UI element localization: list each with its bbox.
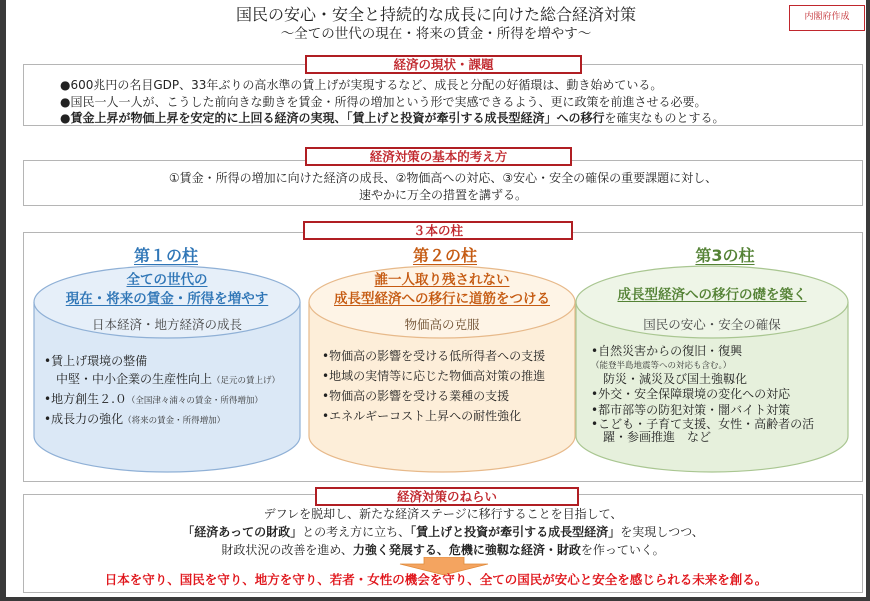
pillar-3-item-1-sub: 防災・減災及び国土強靱化	[591, 371, 748, 386]
status-bullet-3	[60, 110, 725, 127]
page-subtitle: ～全ての世代の現在・将来の賃金・所得を増やす～	[280, 26, 592, 42]
aims-line-3: 財政状況の改善を進め、力強く発展する、危機に強靱な経済・財政を作っていく。	[221, 543, 665, 557]
pillar-3-item-2: •外交・安全保障環境の変化への対応	[591, 387, 791, 401]
page-title: 国民の安心・安全と持続的な成長に向けた総合経済対策	[235, 5, 636, 24]
pillar-2-item-2: •地域の実情等に応じた物価高対策の推進	[322, 369, 546, 383]
current-status-label: 経済の現状・課題	[305, 55, 582, 74]
pillar-1-title-2: 現在・将来の賃金・所得を増やす	[65, 291, 269, 307]
aims-conclusion: 日本を守り、国民を守り、地方を守り、若者・女性の機会を守り、全ての国民が安心と安全を感じられる未来を創る。	[104, 572, 768, 587]
basic-approach-line-2: 速やかに万全の措置を講ずる。	[358, 188, 527, 202]
pillar-2-list	[322, 346, 545, 426]
aims-text	[23, 505, 863, 559]
pillar-2-item-1: •物価高の影響を受ける低所得者への支援	[322, 349, 546, 363]
pillar-3-list	[591, 344, 814, 444]
pillar-2-cylinder	[304, 264, 580, 476]
author-badge: 内閣府作成	[789, 5, 865, 31]
basic-approach-line-1: ①賃金・所得の増加に向けた経済の成長、②物価高への対応、③安心・安全の確保の重要課題に対し、	[168, 171, 718, 185]
pillar-2-subtitle: 物価高の克服	[404, 317, 480, 332]
pillar-3-heading: 第3の柱	[695, 246, 755, 265]
pillar-3-cylinder	[571, 264, 853, 476]
pillar-1-item-3: •地方創生２.０（全国津々浦々の賃金・所得増加）	[44, 392, 263, 406]
pillar-1-item-2: 中堅・中小企業の生産性向上（足元の賃上げ）	[44, 372, 281, 386]
slide-page	[6, 0, 866, 597]
pillar-1-list	[44, 352, 280, 430]
pillar-1-item-1: •賃上げ環境の整備	[44, 354, 148, 368]
pillar-3-title-1: 成長型経済への移行の礎を築く	[617, 287, 807, 303]
aims-label: 経済対策のねらい	[315, 487, 579, 506]
basic-approach-text	[23, 170, 863, 204]
pillar-3-item-1-note: （能登半島地震等への対応も含む。）	[591, 360, 732, 371]
current-status-bullets	[60, 77, 725, 127]
aims-line-2: 「経済あっての財政」との考え方に立ち、「賃上げと投資が牽引する成長型経済」を実現しつつ、	[182, 525, 704, 539]
aims-line-1: デフレを脱却し、新たな経済ステージに移行することを目指して、	[263, 507, 623, 521]
pillar-2-title-2: 成長型経済への移行に道筋をつける	[334, 291, 550, 307]
pillar-1-heading: 第１の柱	[133, 246, 198, 265]
pillar-3-item-4-cont: 躍・参画推進 など	[591, 430, 712, 444]
pillar-2-item-3: •物価高の影響を受ける業種の支援	[322, 389, 510, 403]
status-bullet-1: ●600兆円の名目GDP、33年ぶりの高水準の賃上げが実現するなど、成長と分配の好循環は、動き始めている。	[60, 78, 663, 92]
pillar-1-cylinder	[28, 264, 306, 476]
pillar-3-item-3: •都市部等の防犯対策・闇バイト対策	[591, 402, 791, 417]
pillar-1-item-4: •成長力の強化（将来の賃金・所得増加）	[44, 412, 226, 426]
pillar-3-item-1: •自然災害からの復旧・復興	[591, 344, 743, 358]
pillar-1-title-1: 全ての世代の	[126, 272, 208, 288]
status-bullet-3-normal: を確実なものとする。	[604, 111, 725, 125]
status-bullet-3-bold: ●賃金上昇が物価上昇を安定的に上回る経済の実現、「賃上げと投資が牽引する成長型経済」への移行	[60, 111, 605, 125]
pillar-2-item-4: •エネルギーコスト上昇への耐性強化	[322, 409, 522, 423]
status-bullet-2: ●国民一人一人が、こうした前向きな動きを賃金・所得の増加という形で実感できるよう、更に政策を前進させる必要。	[60, 94, 707, 109]
pillar-3-subtitle: 国民の安心・安全の確保	[643, 317, 781, 332]
pillar-3-item-4: •こども・子育て支援、女性・高齢者の活	[591, 417, 815, 431]
basic-approach-label: 経済対策の基本的考え方	[305, 147, 572, 166]
pillar-1-subtitle: 日本経済・地方経済の成長	[91, 317, 242, 332]
pillar-2-title-1: 誰一人取り残されない	[374, 272, 510, 288]
pillar-2-heading: 第２の柱	[412, 246, 477, 265]
pillars-label: ３本の柱	[303, 221, 573, 240]
